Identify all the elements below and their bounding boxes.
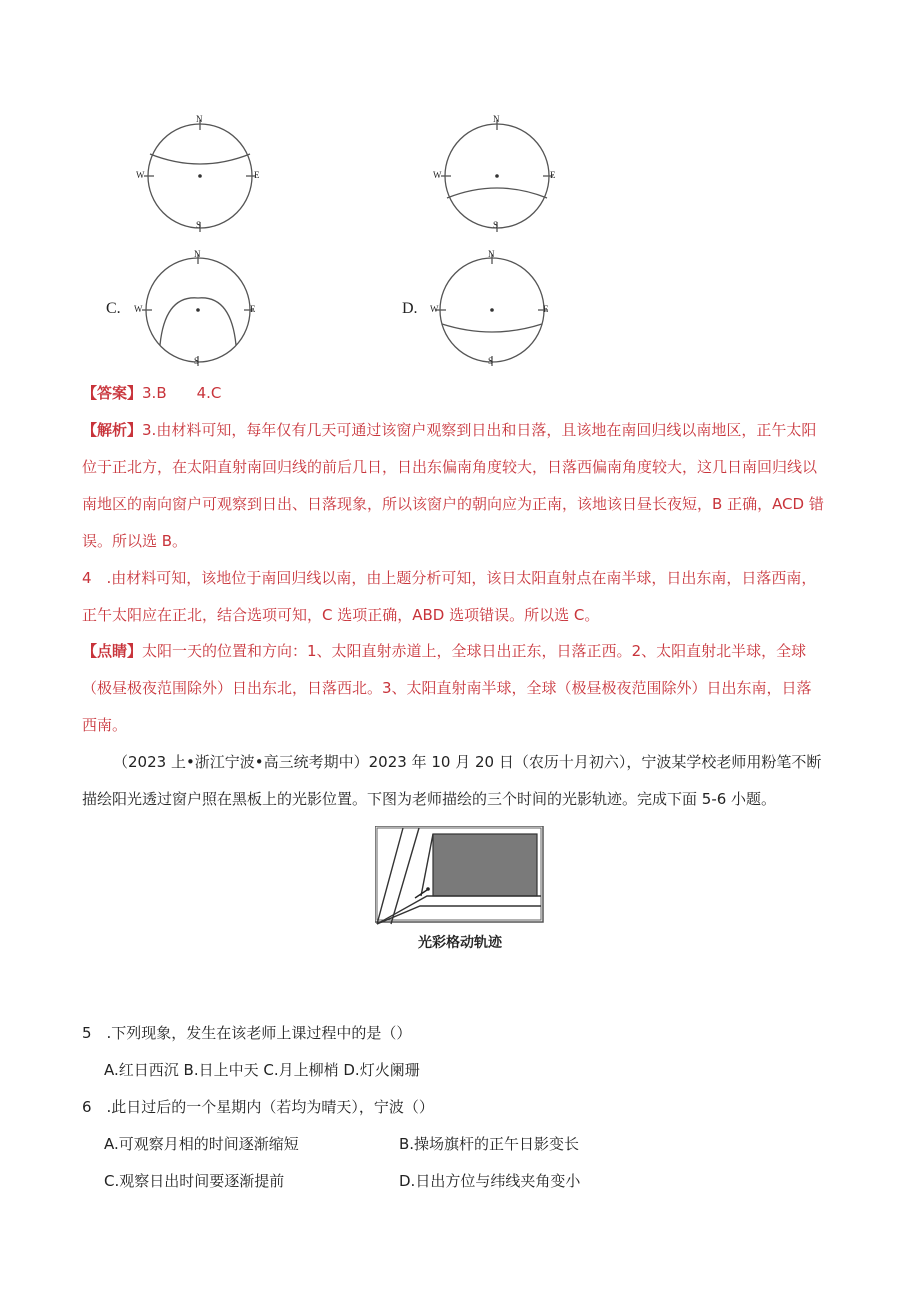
analysis-line: 位于正北方，在太阳直射南回归线的前后几日，日出东偏南角度较大，日落西偏南角度较大，这几日南回归线以: [82, 458, 818, 476]
light-track-figure: [375, 826, 545, 926]
option-d-label: D.: [402, 300, 418, 317]
compass-east-label: E: [550, 170, 556, 180]
answer-tag: 【答案】: [82, 384, 143, 402]
question-6-option-c: C.观察日出时间要逐渐提前: [104, 1172, 285, 1190]
compass-west-label: W: [134, 304, 143, 314]
compass-north-label: N: [493, 114, 500, 124]
compass-south-label: S: [493, 220, 499, 230]
answer-text: 3.B 4.C: [142, 384, 222, 402]
material-line: 描绘阳光透过窗户照在黑板上的光影位置。下图为老师描绘的三个时间的光影轨迹。完成下面 5-6 小题。: [82, 790, 777, 808]
analysis-line: 误。所以选 B。: [82, 532, 188, 550]
analysis-tag: 【解析】: [82, 421, 143, 439]
compass-north-label: N: [488, 249, 495, 259]
question-5-options: A.红日西沉 B.日上中天 C.月上柳梢 D.灯火阑珊: [104, 1061, 420, 1079]
tip-line: （极昼极夜范围除外）日出东北，日落西北。3、太阳直射南半球，全球（极昼极夜范围除外）日出东南，日落: [82, 679, 812, 697]
compass-north-label: N: [196, 114, 203, 124]
tip-line: 西南。: [82, 716, 128, 734]
analysis-q4-line: 4 .由材料可知，该地位于南回归线以南，由上题分析可知，该日太阳直射点在南半球，日出东南，日落西南，: [82, 569, 817, 587]
analysis-q4-line: 正午太阳应在正北，结合选项可知，C 选项正确，ABD 选项错误。所以选 C。: [82, 606, 600, 624]
compass-west-label: W: [136, 170, 145, 180]
compass-east-label: E: [254, 170, 260, 180]
analysis-line: 【解析】3.由材料可知，每年仅有几天可通过该窗户观察到日出和日落，且该地在南回归线以南地区，正午太阳: [82, 421, 817, 439]
question-6-option-d: D.日出方位与纬线夹角变小: [399, 1172, 581, 1190]
answer-line: [82, 383, 221, 403]
tip-tag: 【点睛】: [82, 642, 143, 660]
compass-diagrams: [100, 110, 580, 380]
compass-east-label: E: [543, 304, 549, 314]
compass-north-label: N: [194, 249, 201, 259]
question-5-stem: 5 .下列现象，发生在该老师上课过程中的是（）: [82, 1024, 412, 1042]
compass-south-label: S: [196, 220, 202, 230]
compass-west-label: W: [430, 304, 439, 314]
compass-south-label: S: [194, 356, 200, 366]
option-c-label: C.: [106, 300, 121, 317]
tip-line: 【点睛】太阳一天的位置和方向：1、太阳直射赤道上，全球日出正东，日落正西。2、太阳直射北半球，全球: [82, 642, 807, 660]
compass-west-label: W: [433, 170, 442, 180]
compass-south-label: S: [488, 356, 494, 366]
figure-caption: 光彩格动轨迹: [418, 935, 502, 951]
analysis-line: 南地区的南向窗户可观察到日出、日落现象，所以该窗户的朝向应为正南，该地该日昼长夜短，B 正确，ACD 错: [82, 495, 824, 513]
question-6-option-b: B.操场旗杆的正午日影变长: [399, 1135, 580, 1153]
question-6-stem: 6 .此日过后的一个星期内（若均为晴天），宁波（）: [82, 1098, 434, 1116]
compass-east-label: E: [250, 304, 256, 314]
material-line: （2023 上•浙江宁波•高三统考期中）2023 年 10 月 20 日（农历十月初六），宁波某学校老师用粉笔不断: [113, 753, 822, 771]
question-6-option-a: A.可观察月相的时间逐渐缩短: [104, 1135, 299, 1153]
